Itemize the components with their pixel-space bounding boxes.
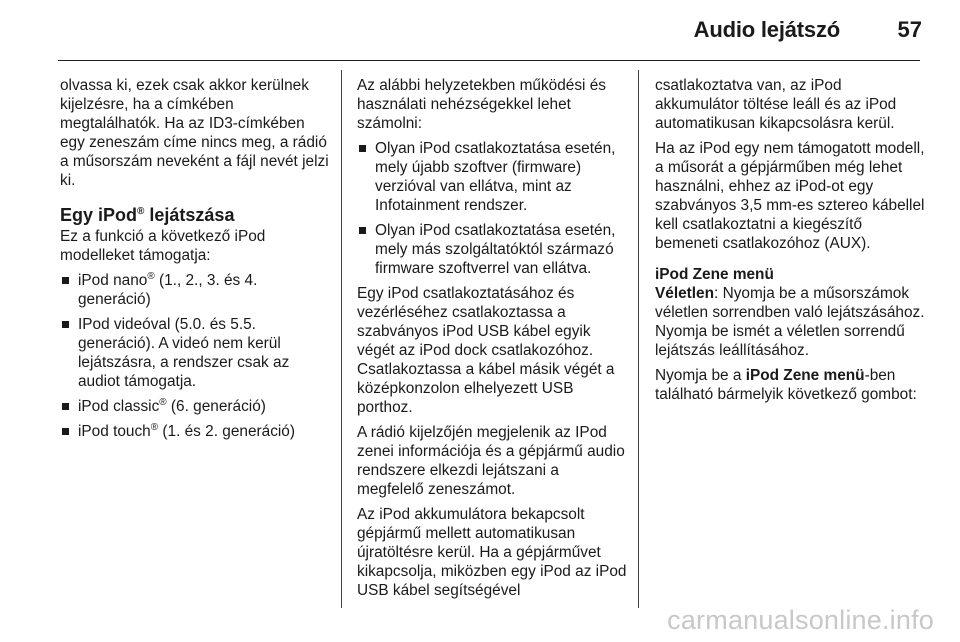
col1-intro-paragraph: olvassa ki, ezek csak akkor kerülnek kijelzésre, ha a címkében megtalálhatók. Ha az ID3-címkében egy zeneszám címe nincs meg, a rádió a műsorszám neveként a fájl nevét jelzi ki. xyxy=(60,77,329,189)
list-item: Olyan iPod csatlakoztatása esetén, mely újabb szoftver (firmware) verzióval van ellátva, mint az Infotainment rendszer. xyxy=(357,139,629,215)
list-item: IPod videóval (5.0. és 5.5. generáció). A videó nem kerül lejátszásra, a rendszer csak az audiot támogatja. xyxy=(60,315,330,391)
column-1 xyxy=(60,76,330,447)
random-term: Véletlen xyxy=(655,285,715,302)
page-header-title: Audio lejátszó xyxy=(693,17,840,42)
random-paragraph: Véletlen: Nyomja be a műsorszámok véletlen sorrendben való lejátszásához. Nyomja be ismét a véletlen sorrendű lejátszás leállításához. xyxy=(655,285,925,359)
battery-paragraph: Az iPod akkumulátora bekapcsolt gépjármű mellett automatikusan újratöltésre kerül. Ha a gépjárművet kikapcsolja, miközben egy iPod az iPod USB kábel segítségével xyxy=(357,506,627,599)
list-item: iPod touch® (1. és 2. generáció) xyxy=(60,422,330,441)
column-2 xyxy=(357,76,629,606)
watermark-text: carmanualsonline.info xyxy=(667,605,934,635)
column-divider-1 xyxy=(341,70,342,608)
list-item: iPod nano® (1., 2., 3. és 4. generáció) xyxy=(60,271,330,309)
list-item: Olyan iPod csatlakoztatása esetén, mely más szolgáltatóktól származó firmware szoftverrel van ellátva. xyxy=(357,221,629,278)
ipod-music-menu-heading: iPod Zene menü xyxy=(655,266,774,283)
press-button-paragraph: Nyomja be a iPod Zene menü-ben található bármelyik következő gombot: xyxy=(655,367,917,403)
issues-list xyxy=(357,139,629,278)
connect-paragraph: Egy iPod csatlakoztatásához és vezérléséhez csatlakoztassa a szabványos iPod USB kábel egyik végét az iPod dock csatlakozóhoz. Csatlakoztassa a kábel másik végét a középkonzolon elhelyezett USB porthoz. xyxy=(357,285,615,416)
supported-models-text: Ez a funkció a következő iPod modelleket támogatja: xyxy=(60,228,266,264)
page-number: 57 xyxy=(897,17,922,42)
column-3 xyxy=(655,76,927,410)
column-divider-2 xyxy=(638,70,639,608)
header-divider xyxy=(58,60,920,61)
col2-intro-paragraph: Az alábbi helyzetekben működési és használati nehézségekkel lehet számolni: xyxy=(357,77,606,132)
supported-models-list xyxy=(60,271,330,441)
battery-continued-paragraph: csatlakoztatva van, az iPod akkumulátor töltése leáll és az iPod automatikusan kikapcsolásra kerül. xyxy=(655,77,897,132)
ipod-section-heading: Egy iPod® lejátszása xyxy=(60,205,235,225)
unsupported-model-paragraph: Ha az iPod egy nem támogatott modell, a műsorát a gépjárműben még lehet használni, ehhez az iPod-ot egy szabványos 3,5 mm-es sztereo kábellel kell csatlakoztatni a kiegészítő bemeneti csatlakozóhoz (AUX). xyxy=(655,140,925,252)
list-item: iPod classic® (6. generáció) xyxy=(60,397,330,416)
display-info-paragraph: A rádió kijelzőjén megjelenik az IPod zenei információja és a gépjármű audio rendszere elkezdi lejátszani a megfelelő zeneszámot. xyxy=(357,424,625,498)
